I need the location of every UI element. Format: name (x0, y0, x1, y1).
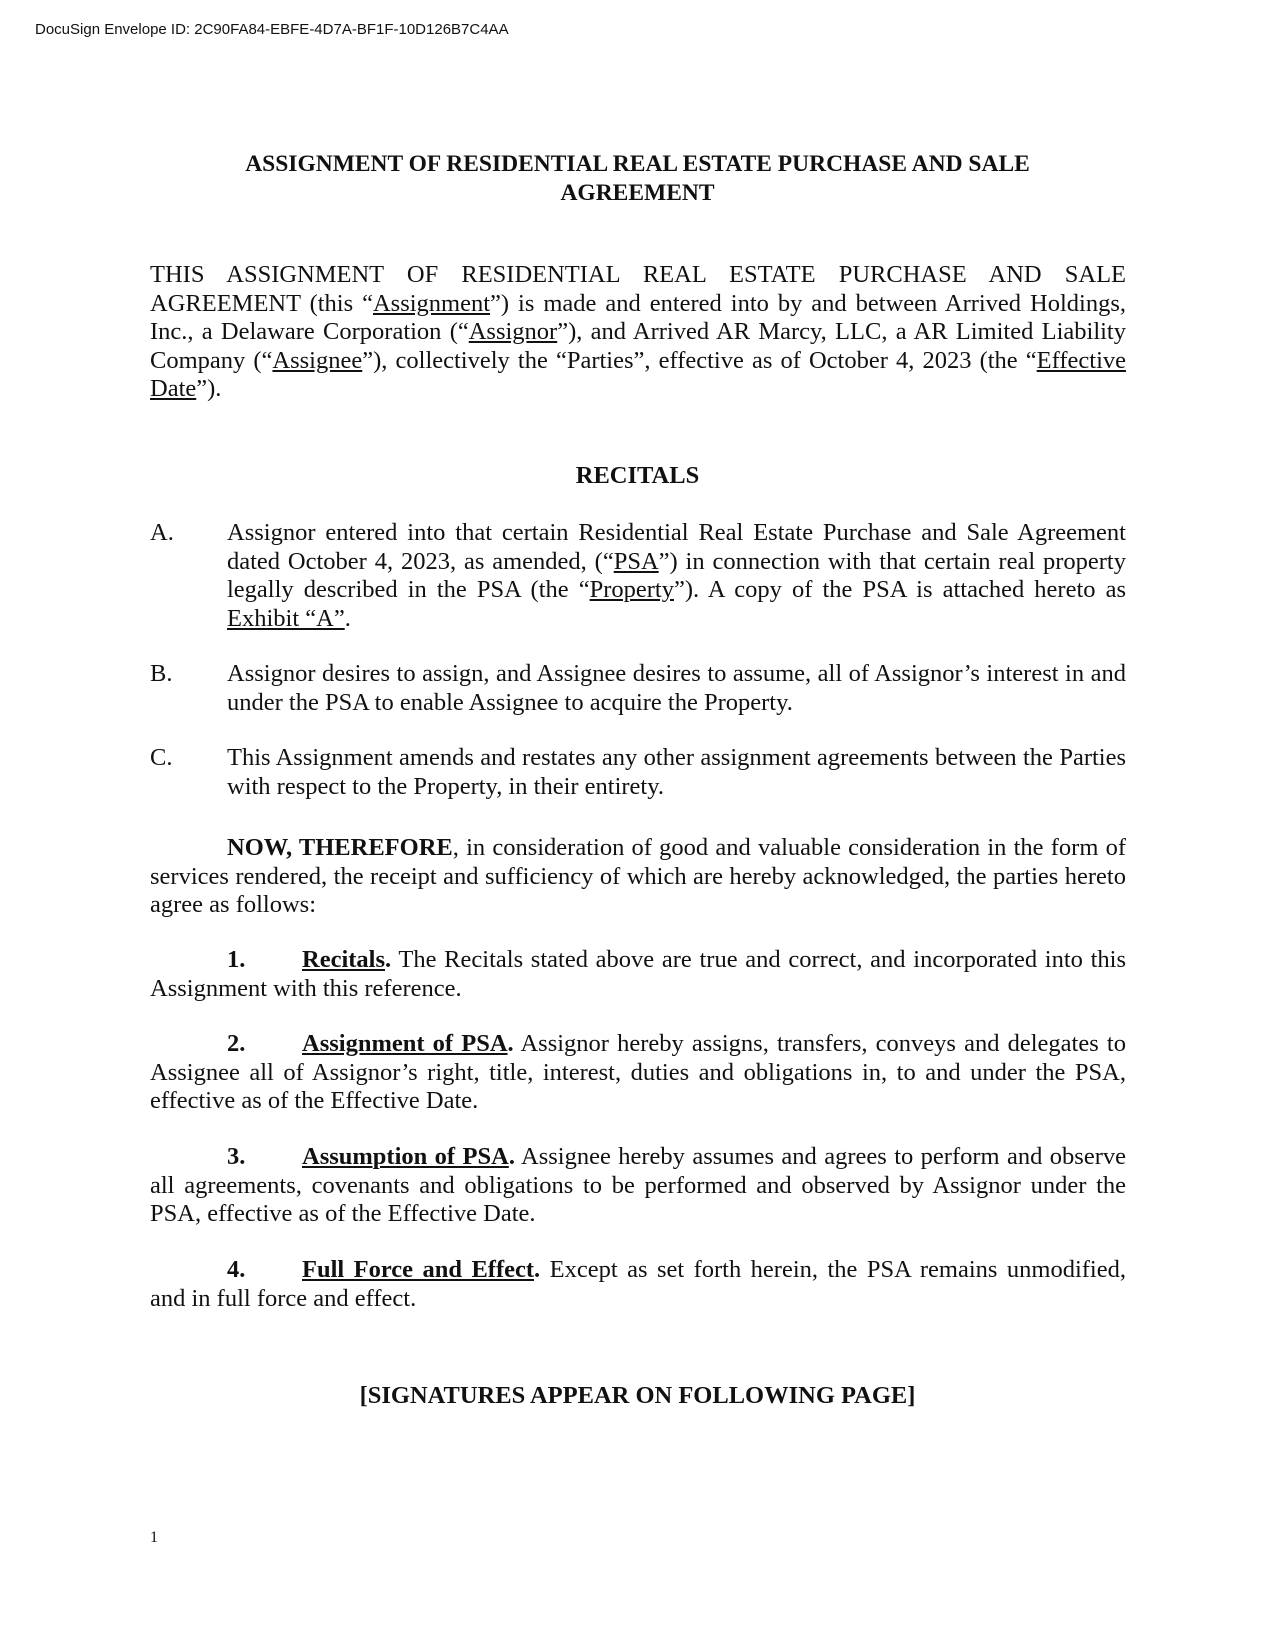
section-1-number: 1. (227, 946, 246, 973)
document-title (150, 150, 1125, 208)
recital-a (227, 519, 1126, 633)
section-1-heading-period: . (385, 946, 392, 973)
section-3 (150, 1143, 1126, 1229)
recital-a-text-2: ”) in connection with that certain real property legally described in the PSA (the “ (227, 547, 1126, 603)
recital-c: This Assignment amends and restates any other assignment agreements between the Parties with respect to the Property, in their entirety. (227, 744, 1126, 800)
title-line-2: AGREEMENT (560, 180, 715, 206)
recital-a-text-3: ”). A copy of the PSA is attached hereto as (673, 576, 1126, 603)
recitals-heading: RECITALS (575, 462, 700, 489)
section-4-heading: Full Force and Effect (302, 1256, 535, 1283)
section-3-number: 3. (227, 1143, 246, 1170)
term-assignee: Assignee (272, 346, 363, 374)
now-therefore-paragraph (150, 834, 1126, 920)
intro-text-3: ”), and Arrived AR Marcy, LLC, a AR Limited Liability Company (“ (150, 318, 1126, 374)
term-psa: PSA (613, 547, 659, 575)
section-4 (150, 1256, 1126, 1313)
section-3-heading-period: . (508, 1143, 515, 1170)
recital-a-text-1: Assignor entered into that certain Residential Real Estate Purchase and Sale Agreement dated October 4, 2023, as amended, (“ (227, 519, 1126, 575)
intro-text-5: ”). (196, 375, 222, 402)
page-number: 1 (150, 1529, 158, 1546)
section-4-number: 4. (227, 1256, 246, 1283)
section-2-heading: Assignment of PSA (302, 1030, 508, 1057)
section-2-text: Assignor hereby assigns, transfers, conveys and delegates to Assignee all of Assignor’s right, title, interest, duties and obligations in, to and under the PSA, effective as of the Effective Date. (150, 1030, 1126, 1114)
term-assignment: Assignment (372, 289, 491, 317)
section-1-heading: Recitals (302, 946, 385, 973)
exhibit-a-reference: Exhibit “A” (227, 604, 345, 632)
section-1 (150, 946, 1126, 1003)
term-assignor: Assignor (468, 318, 558, 345)
section-3-text: Assignee hereby assumes and agrees to perform and observe all agreements, covenants and obligations to be performed and observed by Assignor under the PSA, effective as of the Effective Date. (150, 1143, 1126, 1227)
signatures-notice-text: SIGNATURES APPEAR ON FOLLOWING PAGE (367, 1382, 908, 1409)
recital-b-letter: B. (150, 660, 173, 687)
section-3-heading: Assumption of PSA (302, 1143, 509, 1170)
recital-a-text-4: . (344, 604, 351, 632)
intro-text-1: THIS ASSIGNMENT OF RESIDENTIAL REAL ESTATE PURCHASE AND SALE AGREEMENT (this “ (150, 261, 1126, 317)
signatures-bracket-close: ] (907, 1382, 916, 1409)
signatures-bracket-open: [ (359, 1382, 368, 1409)
intro-paragraph (150, 261, 1126, 404)
section-2 (150, 1030, 1126, 1116)
section-1-text: The Recitals stated above are true and correct, and incorporated into this Assignment with this reference. (150, 946, 1126, 1002)
term-effective-date: Effective Date (150, 346, 1126, 402)
section-4-text: Except as set forth herein, the PSA remains unmodified, and in full force and effect. (150, 1256, 1126, 1312)
recital-c-letter: C. (150, 744, 173, 771)
now-therefore-bold: NOW, THEREFORE (227, 834, 453, 861)
term-property: Property (589, 576, 674, 603)
section-2-heading-period: . (507, 1030, 514, 1057)
signatures-notice (150, 1382, 1125, 1411)
recital-b: Assignor desires to assign, and Assignee desires to assume, all of Assignor’s interest in and under the PSA to enable Assignee to acquire the Property. (227, 660, 1126, 716)
recital-a-letter: A. (150, 519, 174, 546)
intro-text-4: ”), collectively the “Parties”, effective as of October 4, 2023 (the “ (362, 346, 1037, 374)
title-line-1: ASSIGNMENT OF RESIDENTIAL REAL ESTATE PURCHASE AND SALE (245, 151, 1030, 177)
section-2-number: 2. (227, 1030, 246, 1057)
now-therefore-text: , in consideration of good and valuable consideration in the form of services rendered, the receipt and sufficiency of which are hereby acknowledged, the parties hereto agree as follows: (150, 834, 1127, 918)
section-4-heading-period: . (534, 1256, 541, 1283)
docusign-envelope-id: DocuSign Envelope ID: 2C90FA84-EBFE-4D7A-BF1F-10D126B7C4AA (35, 21, 509, 38)
intro-text-2: ”) is made and entered into by and between Arrived Holdings, Inc., a Delaware Corporation (“ (150, 289, 1126, 345)
